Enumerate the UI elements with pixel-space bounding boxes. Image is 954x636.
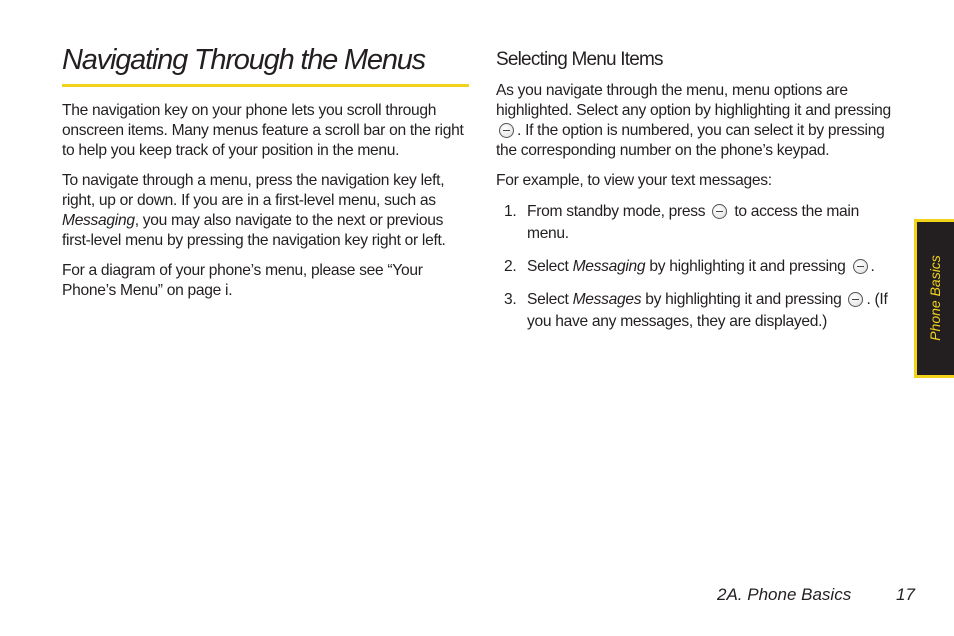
step-number: 3.	[504, 291, 517, 308]
step-2	[496, 256, 900, 278]
step-text-mid: by highlighting it and pressing	[645, 258, 850, 275]
left-column	[62, 101, 472, 311]
step-text-start: Select	[527, 291, 573, 308]
step-text-mid: by highlighting it and pressing	[641, 291, 846, 308]
step-number: 2.	[504, 258, 517, 275]
right-column	[496, 48, 900, 344]
menu-ok-key-icon	[848, 292, 863, 307]
messaging-term: Messaging	[572, 258, 646, 275]
example-paragraph: For example, to view your text messages:	[496, 172, 772, 189]
footer-section-name: 2A. Phone Basics	[717, 585, 852, 604]
selecting-paragraph	[496, 81, 900, 161]
messaging-term: Messaging	[62, 212, 135, 229]
selecting-text-start: As you navigate through the menu, menu options are highlighted. Select any option by highlighting it and pressing	[496, 82, 891, 119]
step-text-end: .	[870, 258, 875, 275]
selecting-text-end: . If the option is numbered, you can select it by pressing the corresponding number on the phone’s keypad.	[496, 122, 885, 159]
step-text-end: to access the main menu.	[527, 203, 859, 242]
section-heading: Selecting Menu Items	[496, 49, 663, 70]
menu-ok-key-icon	[853, 259, 868, 274]
step-1	[496, 201, 900, 245]
step-3	[496, 289, 900, 333]
side-tab-panel	[917, 222, 954, 375]
title-underline	[62, 84, 469, 87]
navigate-paragraph	[62, 171, 472, 251]
footer-page-number: 17	[896, 585, 915, 604]
menu-ok-key-icon	[499, 123, 514, 138]
step-text-end: . (If you have any messages, they are displayed.)	[527, 291, 888, 330]
diagram-reference-paragraph: For a diagram of your phone’s menu, please see “Your Phone’s Menu” on page i.	[62, 262, 423, 299]
step-text-start: From standby mode, press	[527, 203, 710, 220]
page-title: Navigating Through the Menus	[62, 44, 425, 76]
step-number: 1.	[504, 203, 517, 220]
menu-ok-key-icon	[712, 204, 727, 219]
navigate-text-end: , you may also navigate to the next or previous first-level menu by pressing the navigation key right or left.	[62, 212, 446, 249]
intro-paragraph: The navigation key on your phone lets you scroll through onscreen items. Many menus feature a scroll bar on the right to help you keep track of your position in the menu.	[62, 102, 464, 159]
navigate-text-start: To navigate through a menu, press the navigation key left, right, up or down. If you are in a first-level menu, such as	[62, 172, 445, 209]
messages-term: Messages	[572, 291, 642, 308]
section-side-tab	[914, 219, 954, 378]
step-text-start: Select	[527, 258, 573, 275]
side-tab-label: Phone Basics	[927, 255, 943, 341]
